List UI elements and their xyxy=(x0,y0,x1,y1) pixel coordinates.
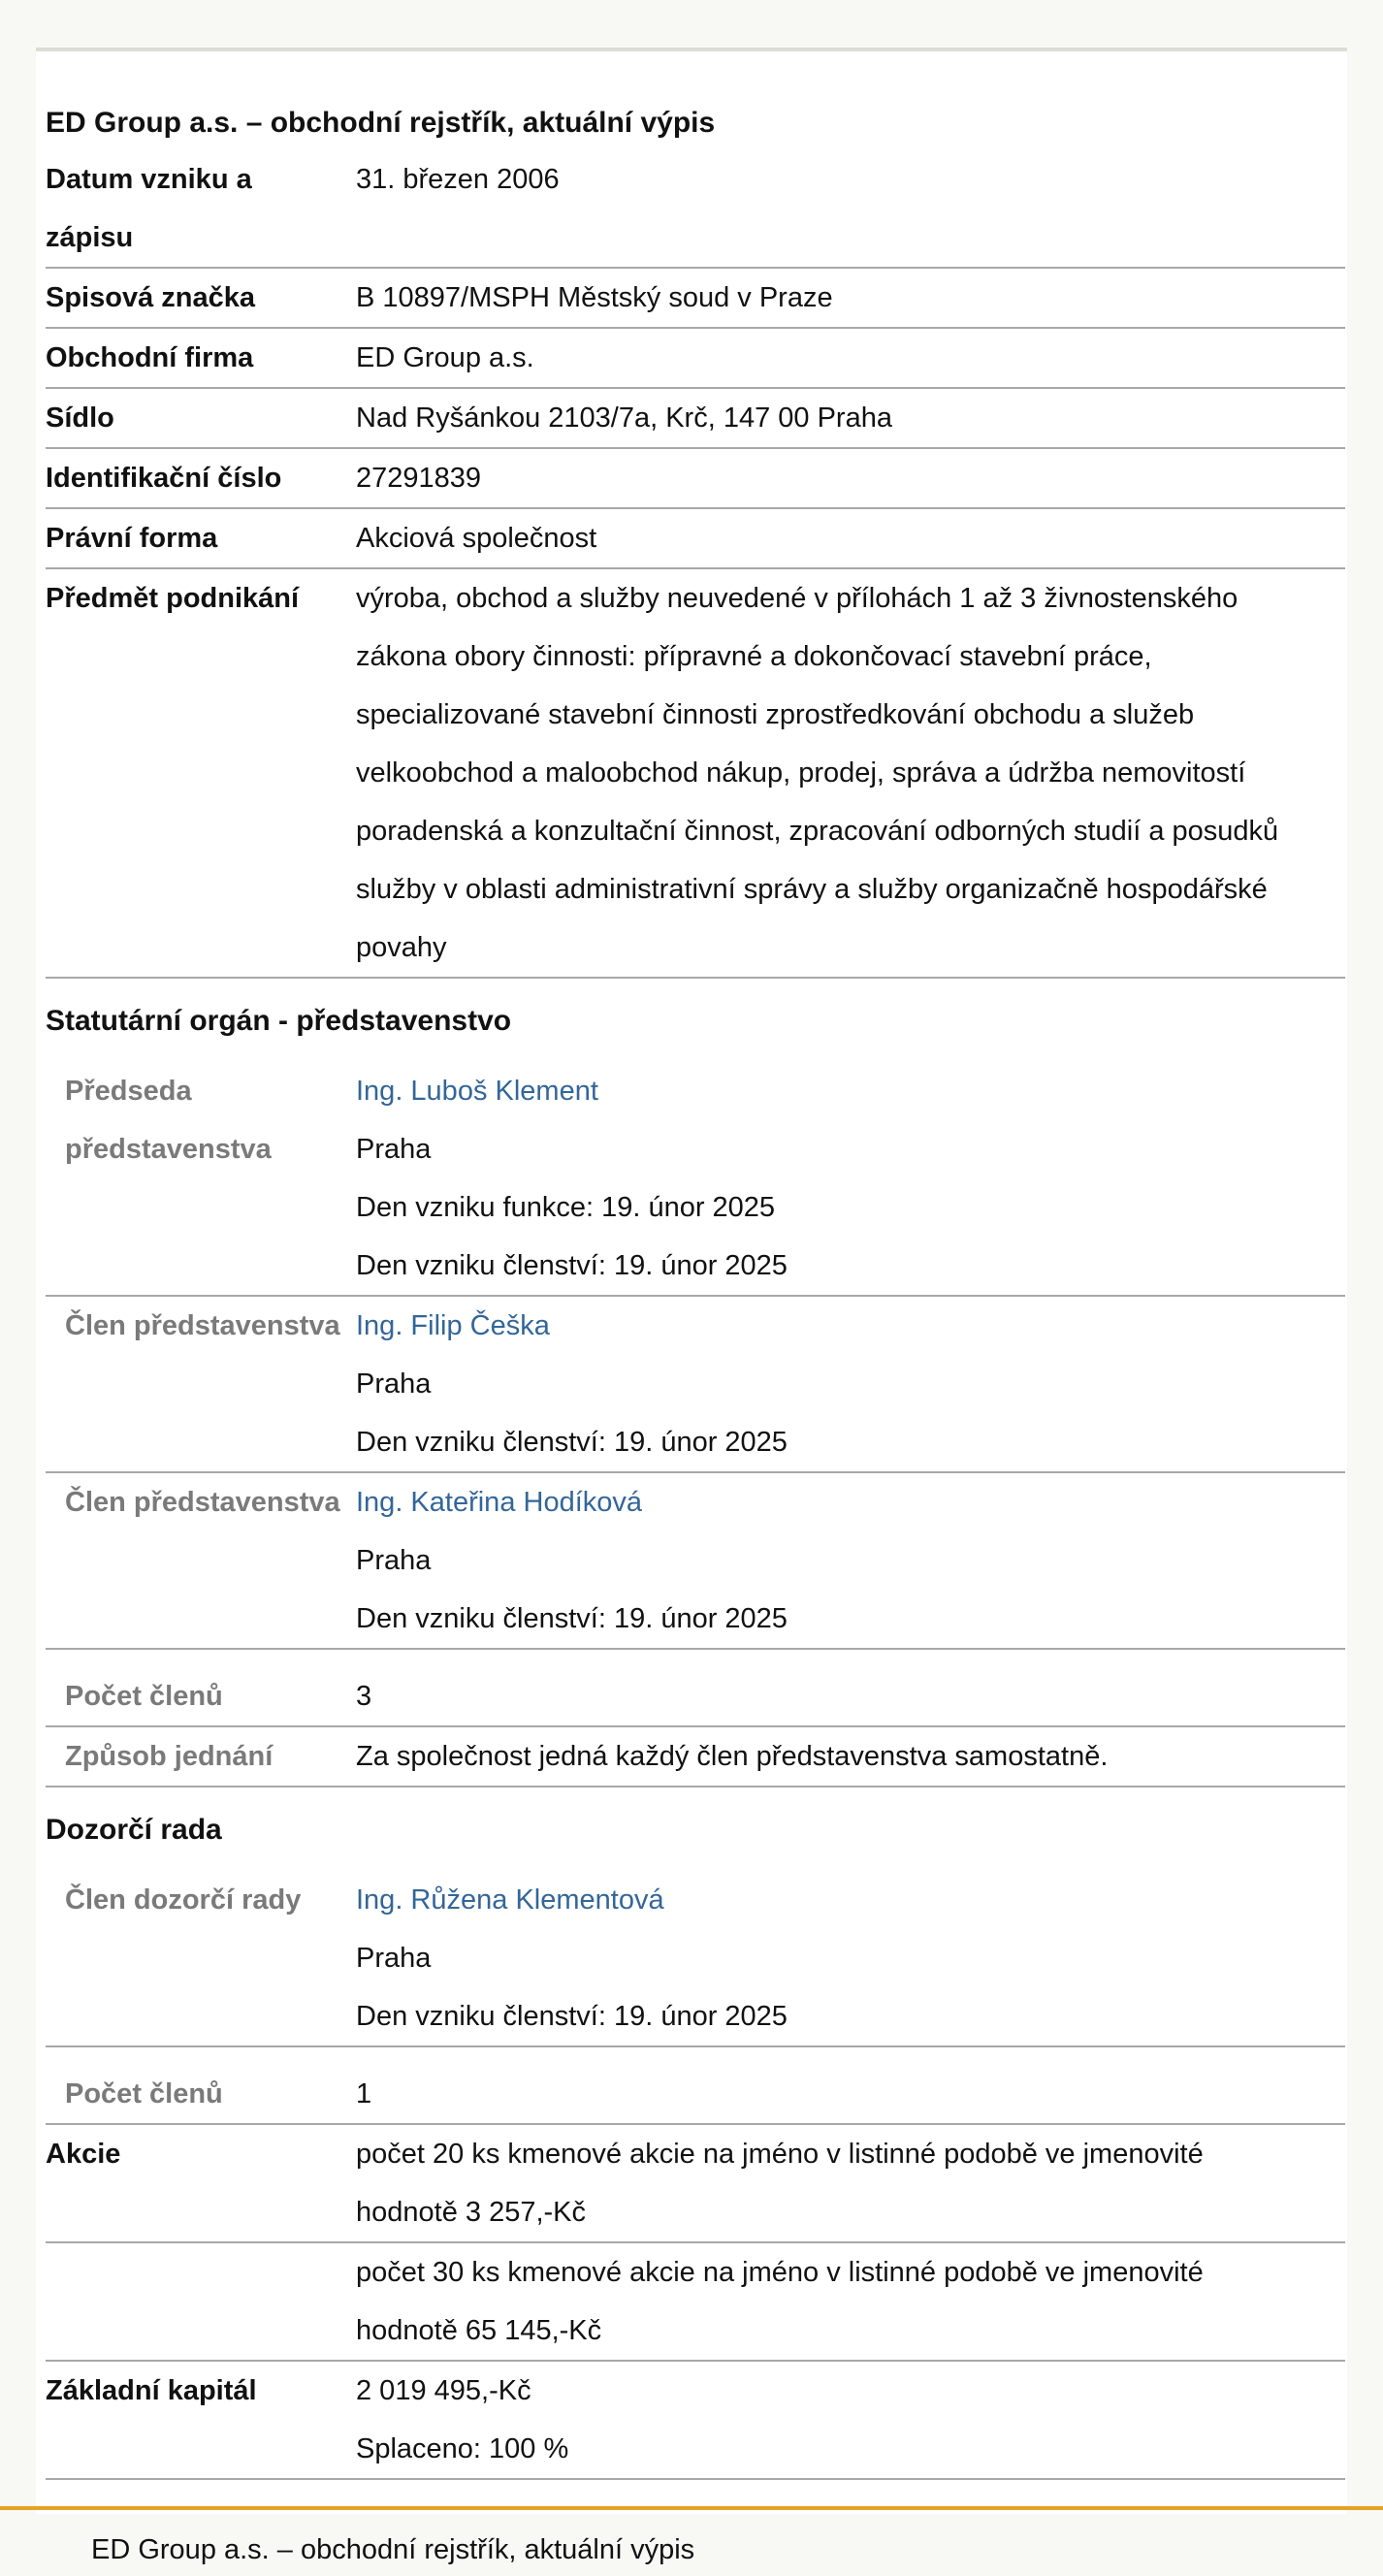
row-file-number xyxy=(46,269,1345,329)
business-scope-line: specializované stavební činnosti zprostředkování obchodu a služeb xyxy=(356,699,1195,730)
business-scope-line: výroba, obchod a služby neuvedené v přílohách 1 až 3 živnostenského xyxy=(356,583,1238,614)
label-board-acting: Způsob jednání xyxy=(65,1741,273,1772)
value-shares-item xyxy=(356,2125,1345,2241)
section-board-title: Statutární orgán - představenstvo xyxy=(46,1005,512,1037)
board-member-details xyxy=(356,1473,1345,1648)
board-member-city: Praha xyxy=(356,1134,432,1165)
value-capital xyxy=(356,2362,1345,2478)
board-count-row xyxy=(46,1667,1345,1727)
board-member-name-link[interactable]: Ing. Filip Češka xyxy=(356,1310,550,1341)
board-member-details xyxy=(356,1297,1345,1471)
value-board-count: 3 xyxy=(356,1681,372,1712)
row-business-scope xyxy=(46,569,1345,979)
board-member-row xyxy=(46,1297,1345,1473)
label-business-scope: Předmět podnikání xyxy=(46,583,300,614)
value-id-number: 27291839 xyxy=(356,463,482,494)
supervisory-member-membership-start: Den vzniku členství: 19. únor 2025 xyxy=(356,2001,788,2032)
label-shares: Akcie xyxy=(46,2139,121,2170)
page-footer xyxy=(0,2506,1383,2565)
shares-line: počet 30 ks kmenové akcie na jméno v listinné podobě ve jmenovité xyxy=(356,2257,1204,2288)
supervisory-member-name-link[interactable]: Ing. Růžena Klementová xyxy=(356,1884,664,1916)
role-line: představenstva xyxy=(65,1134,272,1165)
label-capital: Základní kapitál xyxy=(46,2375,257,2406)
value-business-scope xyxy=(356,569,1345,977)
row-founding-date xyxy=(46,150,1345,269)
label-company-name: Obchodní firma xyxy=(46,342,254,373)
board-acting-row xyxy=(46,1727,1345,1787)
supervisory-member-city: Praha xyxy=(356,1943,432,1974)
board-member-membership-start: Den vzniku členství: 19. únor 2025 xyxy=(356,1427,788,1458)
row-legal-form xyxy=(46,509,1345,569)
supervisory-count-row xyxy=(46,2065,1345,2125)
label-board-count: Počet členů xyxy=(65,1681,223,1712)
board-member-membership-start: Den vzniku členství: 19. únor 2025 xyxy=(356,1250,788,1281)
register-card xyxy=(36,48,1347,2514)
label-file-number: Spisová značka xyxy=(46,282,255,313)
board-member-membership-start: Den vzniku členství: 19. únor 2025 xyxy=(356,1603,788,1634)
row-id-number xyxy=(46,449,1345,509)
board-member-role: Člen představenstva xyxy=(65,1487,340,1518)
label-legal-form: Právní forma xyxy=(46,523,218,554)
supervisory-member-details xyxy=(356,1871,1345,2045)
board-member-role xyxy=(46,1062,356,1295)
board-member-name-link[interactable]: Ing. Kateřina Hodíková xyxy=(356,1487,643,1518)
value-supervisory-count: 1 xyxy=(356,2078,372,2109)
shares-row xyxy=(46,2243,1345,2362)
shares-row xyxy=(46,2125,1345,2243)
value-file-number: B 10897/MSPH Městský soud v Praze xyxy=(356,282,833,313)
spacer xyxy=(46,2047,1345,2065)
value-company-name: ED Group a.s. xyxy=(356,342,534,373)
value-legal-form: Akciová společnost xyxy=(356,523,597,554)
label-shares-empty xyxy=(46,2243,356,2360)
page-title: ED Group a.s. – obchodní rejstřík, aktuální výpis xyxy=(46,107,716,139)
register-content xyxy=(46,96,1345,2480)
section-supervisory-title: Dozorčí rada xyxy=(46,1814,222,1846)
business-scope-line: velkoobchod a maloobchod nákup, prodej, správa a údržba nemovitostí xyxy=(356,757,1246,789)
board-member-name-link[interactable]: Ing. Luboš Klement xyxy=(356,1076,598,1107)
spacer xyxy=(46,1650,1345,1667)
row-seat xyxy=(46,389,1345,449)
supervisory-member-row xyxy=(46,1871,1345,2047)
value-founding-date: 31. březen 2006 xyxy=(356,164,560,195)
row-company-name xyxy=(46,329,1345,389)
board-member-function-start: Den vzniku funkce: 19. únor 2025 xyxy=(356,1192,776,1223)
shares-line: hodnotě 3 257,-Kč xyxy=(356,2197,587,2228)
business-scope-line: zákona obory činnosti: přípravné a dokončovací stavební práce, xyxy=(356,641,1152,672)
business-scope-line: poradenská a konzultační činnost, zpracování odborných studií a posudků xyxy=(356,816,1279,847)
value-shares-item xyxy=(356,2243,1345,2360)
value-board-acting: Za společnost jedná každý člen představenstva samostatně. xyxy=(356,1741,1109,1772)
label-id-number: Identifikační číslo xyxy=(46,463,282,494)
board-member-city: Praha xyxy=(356,1545,432,1576)
supervisory-member-role: Člen dozorčí rady xyxy=(65,1884,302,1916)
value-seat: Nad Ryšánkou 2103/7a, Krč, 147 00 Praha xyxy=(356,402,892,434)
board-member-role: Člen představenstva xyxy=(65,1310,340,1341)
board-member-row xyxy=(46,1473,1345,1650)
board-member-details xyxy=(356,1062,1345,1295)
shares-line: hodnotě 65 145,-Kč xyxy=(356,2315,602,2346)
capital-row xyxy=(46,2362,1345,2480)
capital-paid: Splaceno: 100 % xyxy=(356,2433,569,2464)
label-founding-date: Datum vzniku a zápisu xyxy=(46,164,252,253)
board-member-city: Praha xyxy=(356,1368,432,1400)
label-seat: Sídlo xyxy=(46,402,114,434)
role-line: Předseda xyxy=(65,1076,192,1107)
label-supervisory-count: Počet členů xyxy=(65,2078,223,2109)
capital-amount: 2 019 495,-Kč xyxy=(356,2375,531,2406)
business-scope-line: povahy xyxy=(356,932,447,963)
board-member-row xyxy=(46,1062,1345,1297)
footer-text: ED Group a.s. – obchodní rejstřík, aktuální výpis xyxy=(91,2534,695,2565)
business-scope-line: služby v oblasti administrativní správy a služby organizačně hospodářské xyxy=(356,874,1268,905)
shares-line: počet 20 ks kmenové akcie na jméno v listinné podobě ve jmenovité xyxy=(356,2139,1204,2170)
